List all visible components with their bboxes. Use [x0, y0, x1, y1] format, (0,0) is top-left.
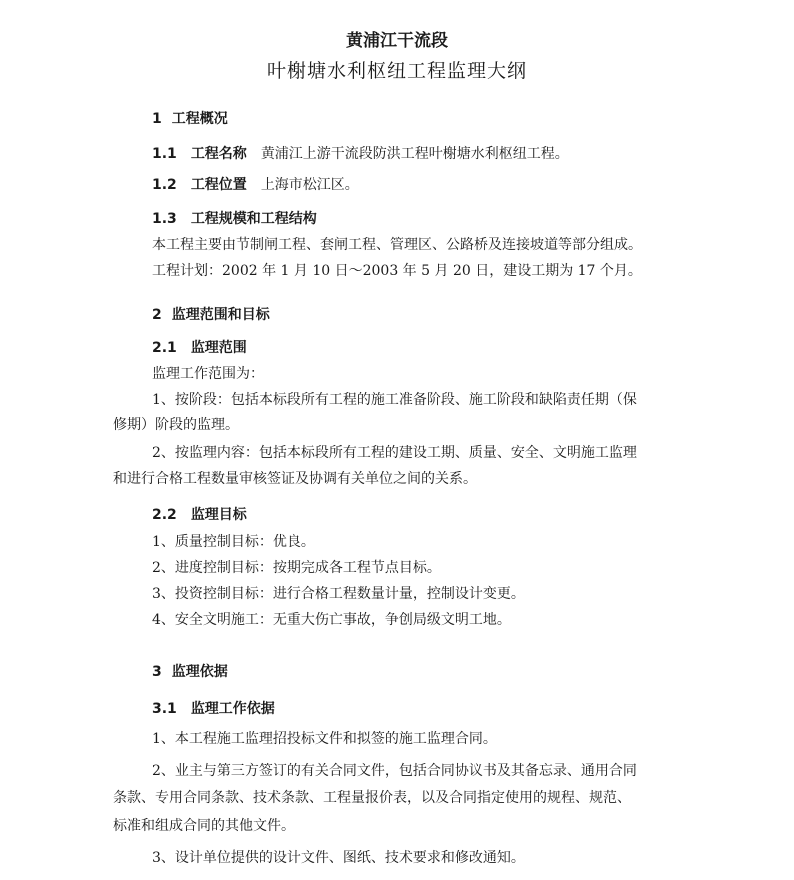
section-1-1-heading	[152, 144, 569, 164]
project-location-value: 上海市松江区。	[260, 177, 359, 193]
section-title: 监理范围和目标	[171, 307, 270, 323]
section-number: 1.3	[152, 211, 177, 227]
list-item: 1、本工程施工监理招投标文件和拟签的施工监理合同。	[152, 731, 497, 747]
section-label: 工程规模和工程结构	[190, 211, 317, 227]
paragraph: 工程计划：2002 年 1 月 10 日～2003 年 5 月 20 日，建设工期为 17 个月。	[152, 263, 642, 279]
section-2-heading	[152, 305, 270, 325]
section-label: 工程名称	[190, 146, 247, 162]
list-item-continuation: 条款、专用合同条款、技术条款、工程量报价表，以及合同指定使用的规程、规范、	[113, 790, 631, 806]
section-number: 2	[152, 307, 162, 323]
list-item: 4、安全文明施工：无重大伤亡事故，争创局级文明工地。	[152, 612, 511, 628]
list-item: 3、设计单位提供的设计文件、图纸、技术要求和修改通知。	[152, 850, 525, 866]
list-item: 2、按监理内容：包括本标段所有工程的建设工期、质量、安全、文明施工监理	[152, 445, 637, 461]
document-title-line1: 黄浦江干流段	[346, 31, 448, 51]
list-item-continuation: 和进行合格工程数量审核签证及协调有关单位之间的关系。	[113, 471, 477, 487]
list-item: 1、按阶段：包括本标段所有工程的施工准备阶段、施工阶段和缺陷责任期（保	[152, 392, 637, 408]
document-title-line2: 叶榭塘水利枢纽工程监理大纲	[266, 60, 527, 82]
section-1-3-heading	[152, 209, 317, 229]
section-2-1-heading	[152, 338, 247, 358]
project-name-value: 黄浦江上游干流段防洪工程叶榭塘水利枢纽工程。	[260, 146, 569, 162]
section-title: 工程概况	[171, 111, 228, 127]
list-item: 2、进度控制目标：按期完成各工程节点目标。	[152, 560, 441, 576]
section-number: 2.2	[152, 507, 177, 523]
section-label: 监理范围	[190, 340, 247, 356]
section-1-heading	[152, 109, 228, 129]
section-label: 工程位置	[190, 177, 247, 193]
list-item: 3、投资控制目标：进行合格工程数量计量，控制设计变更。	[152, 586, 525, 602]
section-number: 3.1	[152, 701, 177, 717]
section-3-1-heading	[152, 699, 275, 719]
section-number: 1.2	[152, 177, 177, 193]
section-3-heading	[152, 662, 228, 682]
section-label: 监理工作依据	[190, 701, 275, 717]
section-number: 3	[152, 664, 162, 680]
section-2-2-heading	[152, 505, 247, 525]
list-item-continuation: 标准和组成合同的其他文件。	[113, 818, 295, 834]
section-number: 1.1	[152, 146, 177, 162]
section-label: 监理目标	[190, 507, 247, 523]
list-item: 2、业主与第三方签订的有关合同文件，包括合同协议书及其备忘录、通用合同	[152, 763, 637, 779]
list-item-continuation: 修期）阶段的监理。	[113, 417, 239, 433]
section-1-2-heading	[152, 175, 359, 195]
section-title: 监理依据	[171, 664, 228, 680]
section-number: 1	[152, 111, 162, 127]
paragraph: 本工程主要由节制闸工程、套闸工程、管理区、公路桥及连接坡道等部分组成。	[152, 237, 642, 253]
paragraph: 监理工作范围为：	[152, 366, 264, 382]
list-item: 1、质量控制目标：优良。	[152, 534, 315, 550]
section-number: 2.1	[152, 340, 177, 356]
